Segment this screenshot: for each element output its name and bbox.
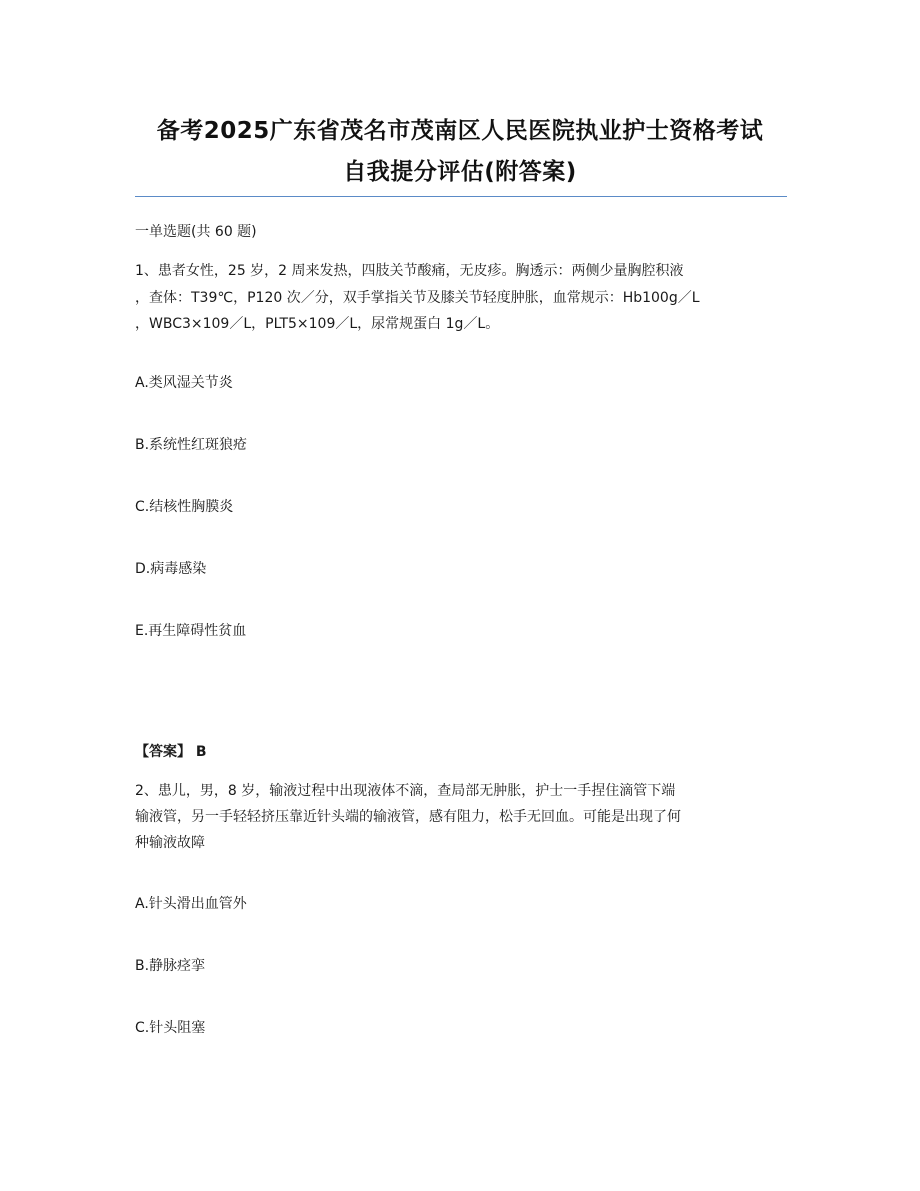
q1-option-d: D.病毒感染 xyxy=(135,561,207,577)
q1-stem-line-1: 1、患者女性，25 岁，2 周来发热，四肢关节酸痛，无皮疹。胸透示：两侧少量胸腔积液 xyxy=(135,263,684,279)
q2-option-c: C.针头阻塞 xyxy=(135,1020,206,1036)
q1-option-a: A.类风湿关节炎 xyxy=(135,375,233,391)
document-title-line-2: 自我提分评估(附答案) xyxy=(343,159,577,185)
q1-option-c: C.结核性胸膜炎 xyxy=(135,499,234,515)
q1-option-e: E.再生障碍性贫血 xyxy=(135,623,247,639)
q1-answer: 【答案】 B xyxy=(135,744,207,760)
q2-option-b: B.静脉痉挛 xyxy=(135,958,206,974)
q2-stem-line-2: 输液管，另一手轻轻挤压靠近针头端的输液管，感有阻力，松手无回血。可能是出现了何 xyxy=(135,809,681,825)
section-heading: 一单选题(共 60 题) xyxy=(135,224,257,240)
q2-stem-line-3: 种输液故障 xyxy=(135,835,205,851)
q1-stem-line-2: ，查体：T39℃，P120 次／分，双手掌指关节及膝关节轻度肿胀，血常规示：Hb100g／L xyxy=(135,290,700,306)
title-divider xyxy=(135,196,787,197)
q1-stem-line-3: ，WBC3×109／L，PLT5×109／L，尿常规蛋白 1g／L。 xyxy=(135,316,500,332)
document-title-line-1: 备考2025广东省茂名市茂南区人民医院执业护士资格考试 xyxy=(156,118,764,144)
q2-option-a: A.针头滑出血管外 xyxy=(135,896,247,912)
q2-stem-line-1: 2、患儿，男，8 岁，输液过程中出现液体不滴，查局部无肿胀，护士一手捏住滴管下端 xyxy=(135,783,676,799)
q1-option-b: B.系统性红斑狼疮 xyxy=(135,437,248,453)
